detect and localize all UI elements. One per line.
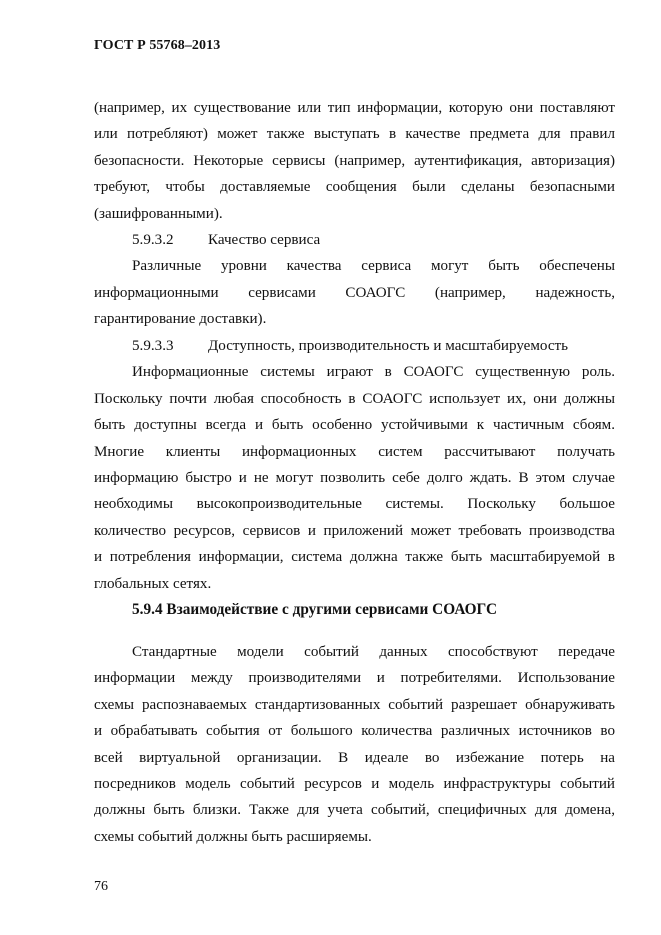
section-heading [94,227,615,253]
text-line: информации между производителями и потребителями. Использование [94,670,615,687]
text-line: гарантирование доставки). [94,311,267,328]
text-line: должны быть близки. Также для учета событий, специфичных для домена, [94,802,615,819]
text-line: безопасности. Некоторые сервисы (например, аутентификация, авторизация) [94,152,615,169]
document-header: ГОСТ Р 55768–2013 [94,38,221,53]
section-5-9-4 [94,597,615,623]
text-line: посредников модель событий ресурсов и модель инфраструктуры событий [94,775,615,792]
section-title: Доступность, производительность и масштабируемость [208,338,569,354]
text-line: глобальных сетях. [94,575,212,592]
text-line: (зашифрованными). [94,205,223,222]
text-line: Многие клиенты информационных систем рассчитывают получать [94,443,615,460]
text-line: и потребления информации, система должна также быть масштабируемой в [94,549,615,566]
text-line: всей виртуальной организации. В идеале во избежание потерь на [94,749,615,766]
section-heading: 5.9.4 Взаимодействие с другими сервисами СОАОГС [132,601,498,618]
text-line: или потребляют) может также выступать в качестве предмета для правил [94,126,615,143]
text-line: схемы событий должны быть расширяемы. [94,828,372,845]
text-line: и обрабатывать события от большого количества различных источников во [94,723,615,740]
text-line: Поскольку почти любая способность в СОАОГС использует их, они должны [94,390,615,407]
section-5-9-3-3 [94,333,615,597]
text-line: быть доступны всегда и быть особенно устойчивыми к частичным сбоям. [94,417,615,434]
paragraph-security [94,95,615,227]
paragraph-events [94,639,615,850]
text-line: схемы распознаваемых стандартизованных событий разрешает обнаруживать [94,696,615,713]
text-line: информационными сервисами СОАОГС (например, надежность, [94,284,615,301]
text-line: необходимы высокопроизводительные системы. Поскольку большое [94,496,615,513]
text-line: информацию быстро и не могут позволить себе долго ждать. В этом случае [94,469,615,486]
section-number: 5.9.3.3 [132,338,174,354]
text-line: (например, их существование или тип информации, которую они поставляют [94,100,615,116]
section-number: 5.9.3.2 [132,232,174,248]
text-line: требуют, чтобы доставляемые сообщения были сделаны безопасными [94,179,615,196]
section-heading [94,333,615,359]
page-number: 76 [94,879,108,894]
section-5-9-3-2 [94,227,615,333]
section-title: Качество сервиса [208,232,321,248]
text-line: количество ресурсов, сервисов и приложений может требовать производства [94,522,615,539]
text-line: Стандартные модели событий данных способствуют передаче [132,644,615,660]
text-line: Различные уровни качества сервиса могут быть обеспечены [132,258,615,275]
text-line: Информационные системы играют в СОАОГС существенную роль. [132,364,615,381]
